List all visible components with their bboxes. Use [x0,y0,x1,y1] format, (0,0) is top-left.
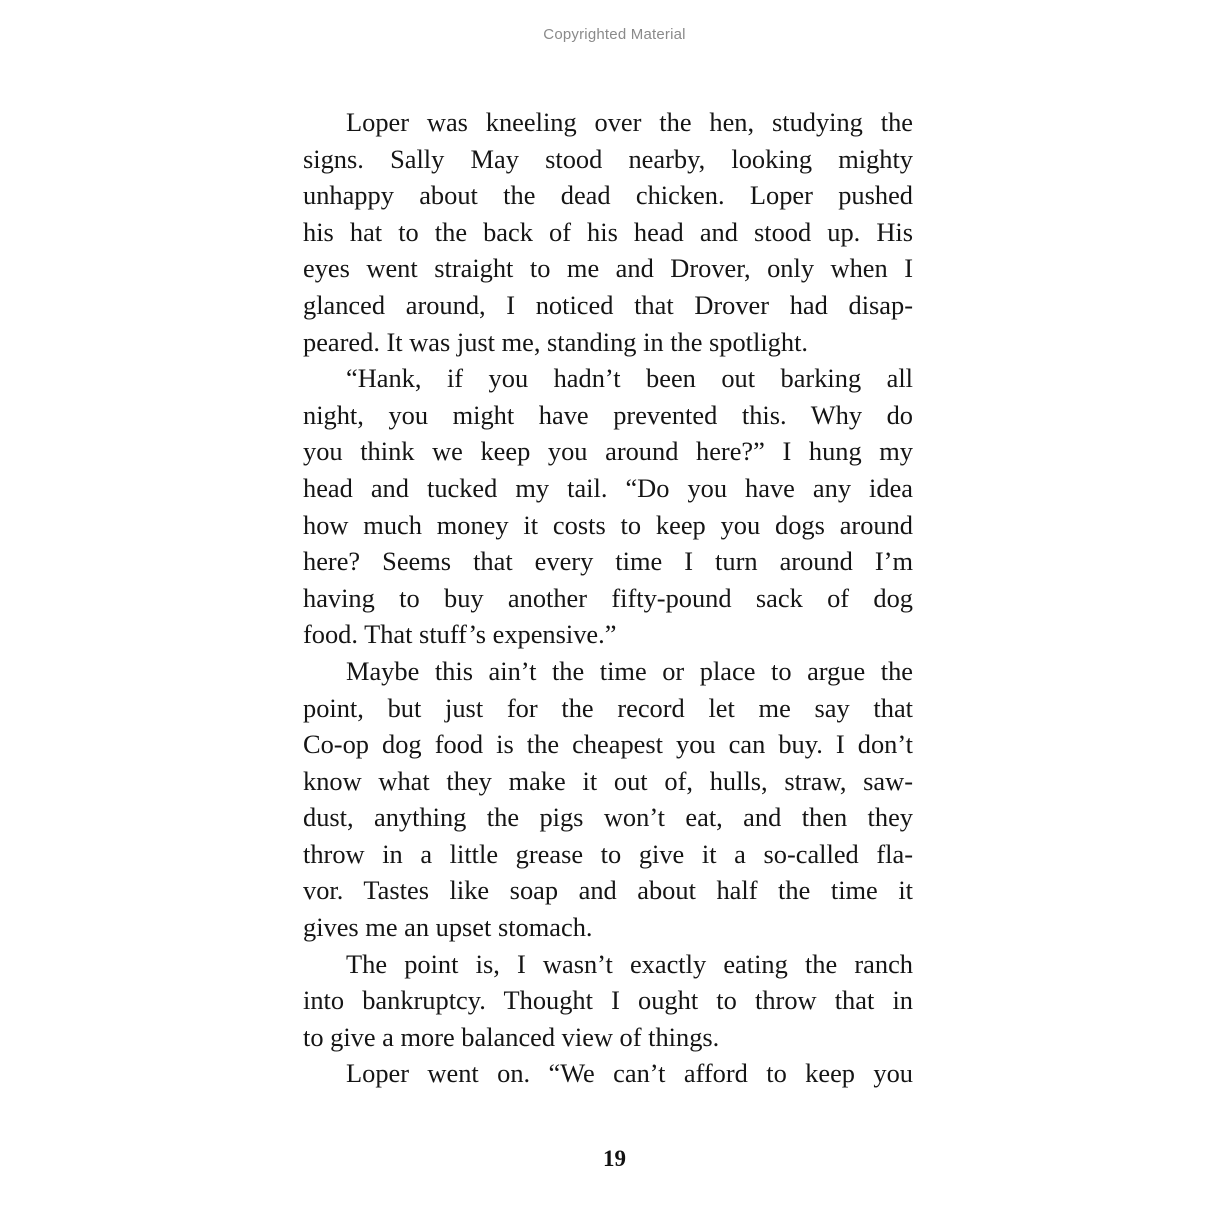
text-line: having to buy another fifty-pound sack of dog [303,582,913,613]
text-line: here? Seems that every time I turn around I’m [303,546,913,577]
text-line: food. That stuff’s expensive.” [303,619,617,650]
text-line: The point is, I wasn’t exactly eating the ranch [346,948,913,979]
text-line: know what they make it out of, hulls, straw, saw- [303,765,913,796]
text-line: Loper was kneeling over the hen, studying the [346,107,913,137]
text-line: eyes went straight to me and Drover, only when I [303,253,913,284]
text-line: unhappy about the dead chicken. Loper pushed [303,180,913,211]
text-line: glanced around, I noticed that Drover had disap- [303,289,913,320]
text-line: throw in a little grease to give it a so-called fla- [303,838,913,869]
text-line: how much money it costs to keep you dogs around [303,509,913,540]
text-line: his hat to the back of his head and stood up. His [303,216,913,247]
paragraph [303,360,913,653]
text-line: Maybe this ain’t the time or place to argue the [346,655,913,686]
text-line: night, you might have prevented this. Why do [303,399,913,430]
text-line: “Hank, if you hadn’t been out barking all [346,363,913,394]
text-line: vor. Tastes like soap and about half the time it [303,875,913,906]
page-number: 19 [603,1146,626,1171]
text-line: signs. Sally May stood nearby, looking mighty [303,143,913,174]
paragraph [303,1055,913,1092]
body-text [303,104,913,1092]
paragraph [303,946,913,1056]
text-line: point, but just for the record let me say that [303,692,913,723]
text-line: dust, anything the pigs won’t eat, and then they [303,802,913,833]
text-line: Co-op dog food is the cheapest you can buy. I don’t [303,729,913,760]
copyright-watermark: Copyrighted Material [543,26,686,43]
paragraph [303,104,913,360]
text-line: gives me an upset stomach. [303,912,593,943]
text-line: you think we keep you around here?” I hung my [303,436,913,467]
text-line: Loper went on. “We can’t afford to keep you [346,1058,913,1089]
text-line: into bankruptcy. Thought I ought to throw that in [303,985,913,1016]
text-line: head and tucked my tail. “Do you have any idea [303,472,913,503]
paragraph [303,653,913,946]
text-line: to give a more balanced view of things. [303,1021,720,1052]
text-line: peared. It was just me, standing in the spotlight. [303,326,809,357]
